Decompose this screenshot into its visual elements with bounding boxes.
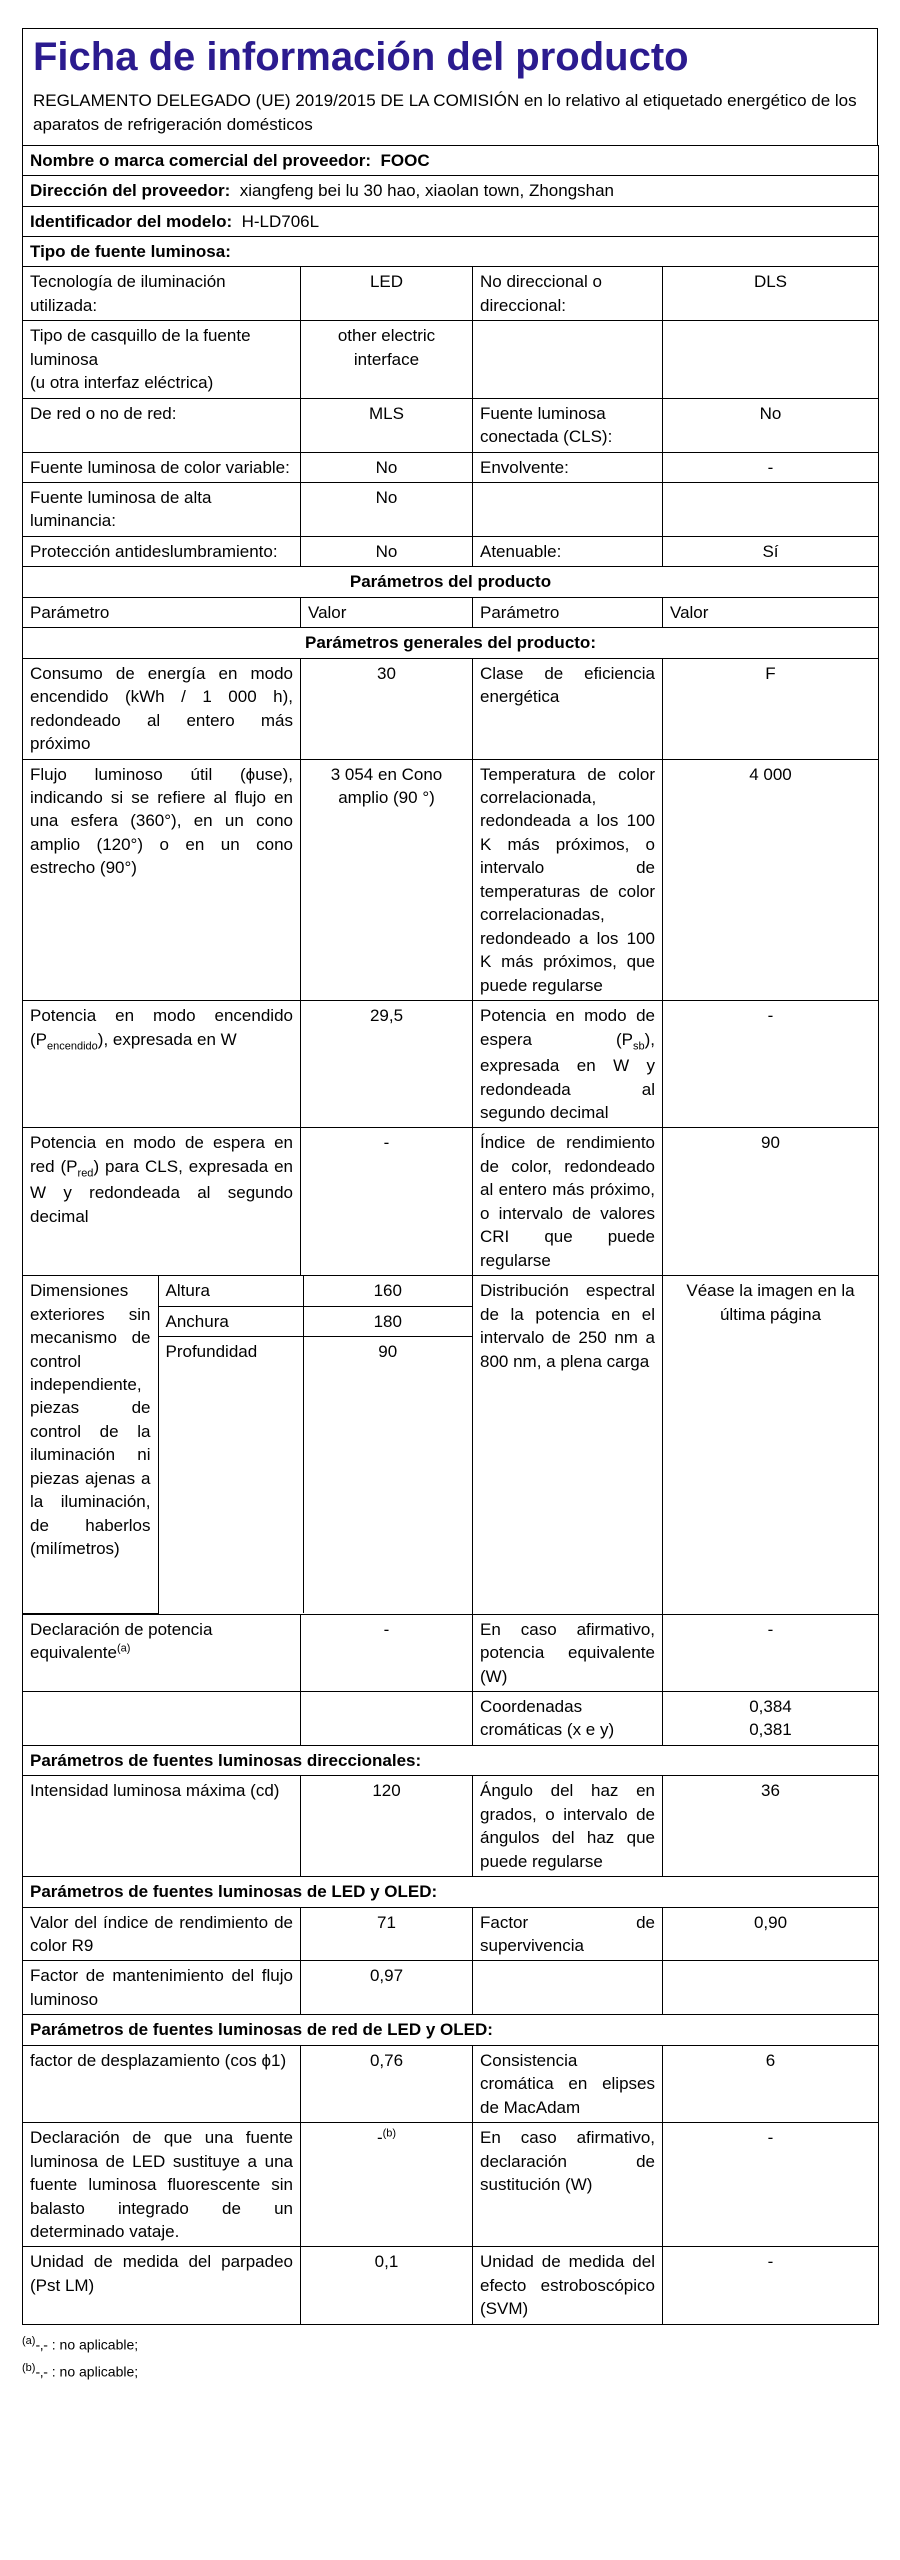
param-label: factor de desplazamiento (cos ϕ1) <box>23 2045 301 2122</box>
light-source-heading: Tipo de fuente luminosa: <box>23 236 879 266</box>
address-label: Dirección del proveedor: <box>30 181 231 201</box>
address-value: xiangfeng bei lu 30 hao, xiaolan town, Zhongshan <box>239 181 615 201</box>
led-row <box>23 1907 879 1961</box>
product-info-table <box>22 145 879 2325</box>
model-row <box>23 206 879 236</box>
param-value: 0,76 <box>301 2045 473 2122</box>
label-text: Potencia en modo de espera (P <box>480 1006 655 1049</box>
param-value <box>301 2123 473 2247</box>
address-row <box>23 176 879 206</box>
led-net-heading: Parámetros de fuentes luminosas de red de LED y OLED: <box>23 2015 879 2045</box>
param-label <box>23 1001 301 1128</box>
dimension-name: Profundidad <box>158 1337 303 1614</box>
light-source-heading-row <box>23 236 879 266</box>
type-value: MLS <box>301 398 473 452</box>
chroma-row <box>23 1691 879 1745</box>
type-value: No <box>301 483 473 537</box>
type-row <box>23 321 879 398</box>
param-label: Declaración de que una fuente luminosa de LED sustituye a una fuente luminosa fluorescente sin balasto integrado de un determinado vataje. <box>23 2123 301 2247</box>
dimension-name: Altura <box>158 1276 303 1306</box>
type-label <box>473 321 663 398</box>
footnote-text: ‐‚‐ : no aplicable; <box>35 2363 139 2380</box>
led-row <box>23 1961 879 2015</box>
type-value: Sí <box>663 536 879 566</box>
param-value <box>663 1961 879 2015</box>
type-row <box>23 483 879 537</box>
supplier-value: FOOC <box>380 150 430 170</box>
chroma-y: 0,381 <box>749 1720 792 1740</box>
param-value: - <box>663 1001 879 1128</box>
supplier-cell <box>23 145 879 175</box>
address-cell <box>23 176 879 206</box>
model-value: H-LD706L <box>241 211 320 231</box>
param-value: - <box>663 2123 879 2247</box>
label-subscript: encendido <box>47 1039 98 1052</box>
param-label: Flujo luminoso útil (ϕuse), indicando si se refiere al flujo en una esfera (360°), en un cono amplio (120°) o en un cono estrecho (90°) <box>23 759 301 1001</box>
type-label: No direccional o direccional: <box>473 267 663 321</box>
type-label: Protección antideslumbramiento: <box>23 536 301 566</box>
footnote <box>22 2358 878 2385</box>
param-label: Distribución espectral de la potencia en el intervalo de 250 nm a 800 nm, a plena carga <box>473 1276 663 1614</box>
param-label: Clase de eficiencia energética <box>473 658 663 759</box>
type-value: - <box>663 452 879 482</box>
param-value: 120 <box>301 1776 473 1877</box>
param-label: Consistencia cromática en elipses de MacAdam <box>473 2045 663 2122</box>
param-value: F <box>663 658 879 759</box>
directional-heading-row <box>23 1745 879 1775</box>
type-value: No <box>301 536 473 566</box>
dimensions-table <box>23 1276 472 1613</box>
param-label: Temperatura de color correlacionada, redondeada a los 100 K más próximos, o intervalo de temperaturas de color correlacionadas, redondeado a los 100 K más próximos, que puede regularse <box>473 759 663 1001</box>
footnote-mark: (a) <box>22 2334 36 2347</box>
equivalent-power-row <box>23 1614 879 1691</box>
power-net-row <box>23 1128 879 1276</box>
type-label: Fuente luminosa conectada (CLS): <box>473 398 663 452</box>
footnotes <box>22 2331 878 2386</box>
led-net-row <box>23 2045 879 2122</box>
supplier-row <box>23 145 879 175</box>
model-cell <box>23 206 879 236</box>
type-row <box>23 452 879 482</box>
param-value: 4 000 <box>663 759 879 1001</box>
type-label: De red o no de red: <box>23 398 301 452</box>
footnote-mark: (b) <box>382 2127 397 2140</box>
param-label: Coordenadas cromáticas (x e y) <box>473 1691 663 1745</box>
dimensions-label: Dimensiones exteriores sin mecanismo de control independiente, piezas de control de la iluminación ni piezas ajenas a la iluminación, de haberlos (milímetros) <box>23 1276 158 1613</box>
col-header-value: Valor <box>301 597 473 627</box>
dimensions-cell <box>23 1276 473 1614</box>
empty-cell <box>301 1691 473 1745</box>
type-value <box>663 483 879 537</box>
param-label: Unidad de medida del efecto estroboscópico (SVM) <box>473 2247 663 2324</box>
param-label: En caso afirmativo, potencia equivalente (W) <box>473 1614 663 1691</box>
param-label <box>23 1614 301 1691</box>
type-value: other electric interface <box>301 321 473 398</box>
regulation-subtitle: REGLAMENTO DELEGADO (UE) 2019/2015 DE LA COMISIÓN en lo relativo al etiquetado energético de los aparatos de refrigeración domésticos <box>33 91 857 134</box>
footnote-mark: (a) <box>116 1642 131 1655</box>
label-text: Declaración de potencia equivalente <box>30 1619 213 1663</box>
led-net-row <box>23 2247 879 2324</box>
type-label: Atenuable: <box>473 536 663 566</box>
supplier-label: Nombre o marca comercial del proveedor: <box>30 150 372 170</box>
param-label: Valor del índice de rendimiento de color R9 <box>23 1907 301 1961</box>
model-label: Identificador del modelo: <box>30 211 233 231</box>
col-header-param: Parámetro <box>23 597 301 627</box>
param-label <box>473 1001 663 1128</box>
label-text: ), expresada en W y redondeada al segundo decimal <box>480 1029 655 1123</box>
type-label <box>473 483 663 537</box>
param-value: 30 <box>301 658 473 759</box>
type-row <box>23 398 879 452</box>
label-text: ), expresada en W <box>97 1029 237 1049</box>
general-params-heading: Parámetros generales del producto: <box>23 628 879 658</box>
footnote <box>22 2331 878 2358</box>
general-row <box>23 658 879 759</box>
directional-heading: Parámetros de fuentes luminosas direccionales: <box>23 1745 879 1775</box>
type-value: No <box>301 452 473 482</box>
param-value: 0,1 <box>301 2247 473 2324</box>
product-params-heading: Parámetros del producto <box>23 567 879 597</box>
led-heading: Parámetros de fuentes luminosas de LED y OLED: <box>23 1877 879 1907</box>
label-text: ) para CLS, expresada en W y redondeada al segundo decimal <box>30 1156 294 1226</box>
type-label: Envolvente: <box>473 452 663 482</box>
type-row <box>23 536 879 566</box>
type-value: No <box>663 398 879 452</box>
dimension-value: 160 <box>303 1276 472 1306</box>
param-value: 3 054 en Cono amplio (90 °) <box>301 759 473 1001</box>
led-net-row <box>23 2123 879 2247</box>
value-text: - <box>376 2128 383 2148</box>
general-row <box>23 759 879 1001</box>
col-header-value: Valor <box>663 597 879 627</box>
param-value: 29,5 <box>301 1001 473 1128</box>
power-on-row <box>23 1001 879 1128</box>
param-label <box>23 1128 301 1276</box>
dimension-value: 90 <box>378 1342 398 1362</box>
param-value: - <box>301 1128 473 1276</box>
led-net-heading-row <box>23 2015 879 2045</box>
param-value: - <box>663 2247 879 2324</box>
directional-row <box>23 1776 879 1877</box>
chroma-x: 0,384 <box>749 1696 792 1716</box>
param-label: Intensidad luminosa máxima (cd) <box>23 1776 301 1877</box>
dimensions-row <box>23 1276 879 1614</box>
param-value: 71 <box>301 1907 473 1961</box>
param-label <box>473 1961 663 2015</box>
type-label: Tipo de casquillo de la fuente luminosa (u otra interfaz eléctrica) <box>23 321 301 398</box>
param-value: 0,90 <box>663 1907 879 1961</box>
footnote-text: ‐‚‐ : no aplicable; <box>35 2336 139 2353</box>
param-label: Ángulo del haz en grados, o intervalo de ángulos del haz que puede regularse <box>473 1776 663 1877</box>
label-text: Potencia en modo de espera en red (P <box>30 1133 293 1176</box>
type-label: Fuente luminosa de color variable: <box>23 452 301 482</box>
param-value: - <box>663 1614 879 1691</box>
page-title: Ficha de información del producto <box>33 35 689 79</box>
param-value: 0,97 <box>301 1961 473 2015</box>
type-value <box>663 321 879 398</box>
param-label: Unidad de medida del parpadeo (Pst LM) <box>23 2247 301 2324</box>
param-value: 90 <box>663 1128 879 1276</box>
label-text: Potencia en modo encendido (P <box>30 1006 293 1049</box>
param-value: 6 <box>663 2045 879 2122</box>
param-label: Consumo de energía en modo encendido (kWh / 1 000 h), redondeado al entero más próximo <box>23 658 301 759</box>
param-value: 36 <box>663 1776 879 1877</box>
param-label: Factor de mantenimiento del flujo luminoso <box>23 1961 301 2015</box>
type-value: DLS <box>663 267 879 321</box>
column-header-row <box>23 597 879 627</box>
footnote-mark: (b) <box>22 2362 36 2375</box>
product-info-sheet <box>22 28 878 2385</box>
led-heading-row <box>23 1877 879 1907</box>
product-params-heading-row <box>23 567 879 597</box>
dimension-value: 180 <box>303 1306 472 1336</box>
param-label: Índice de rendimiento de color, redondeado al entero más próximo, o intervalo de valores CRI que puede regularse <box>473 1128 663 1276</box>
param-label: Factor de supervivencia <box>473 1907 663 1961</box>
general-heading-row <box>23 628 879 658</box>
type-label: Fuente luminosa de alta luminancia: <box>23 483 301 537</box>
label-subscript: red <box>77 1167 94 1180</box>
type-row <box>23 267 879 321</box>
header-box <box>22 28 878 145</box>
type-value: LED <box>301 267 473 321</box>
col-header-param: Parámetro <box>473 597 663 627</box>
type-label: Tecnología de iluminación utilizada: <box>23 267 301 321</box>
param-value <box>663 1691 879 1745</box>
param-value: - <box>301 1614 473 1691</box>
empty-cell <box>23 1691 301 1745</box>
param-value: Véase la imagen en la última página <box>663 1276 879 1614</box>
param-label: En caso afirmativo, declaración de sustitución (W) <box>473 2123 663 2247</box>
dimension-name: Anchura <box>158 1306 303 1336</box>
label-subscript: sb <box>632 1039 645 1052</box>
